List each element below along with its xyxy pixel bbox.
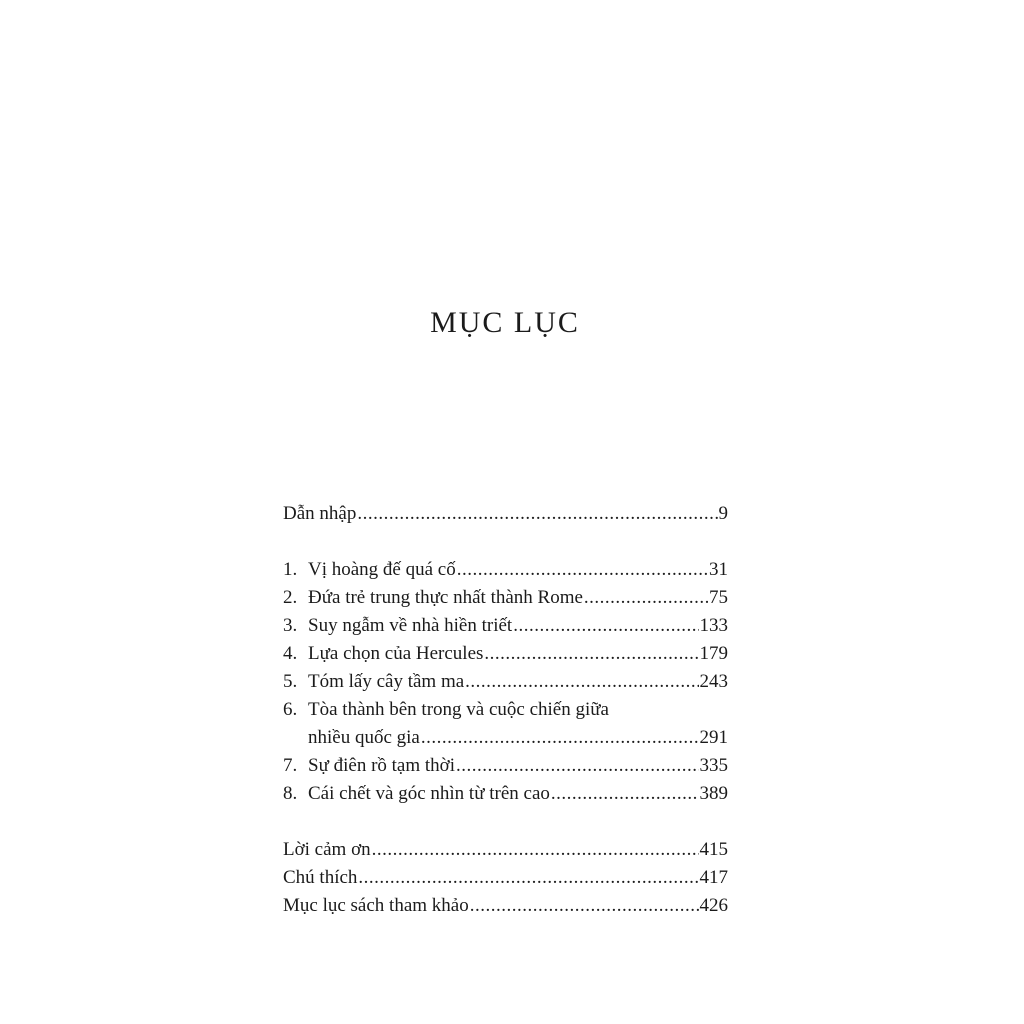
- toc-entry-chapter-3[interactable]: [283, 612, 728, 640]
- toc-entry-chapter-1[interactable]: [283, 556, 728, 584]
- dot-leader: [465, 668, 698, 696]
- toc-entry-page: 243: [699, 671, 728, 692]
- toc-entry-label: Lựa chọn của Hercules: [308, 643, 484, 664]
- dot-leader: [457, 556, 708, 584]
- toc-entry-chapter-7[interactable]: [283, 752, 728, 780]
- toc-entry-chapter-4[interactable]: [283, 640, 728, 668]
- dot-leader: [372, 836, 699, 864]
- dot-leader: [584, 584, 708, 612]
- toc-entry-page: 31: [709, 559, 728, 580]
- toc-entry-label: Suy ngẫm về nhà hiền triết: [308, 615, 513, 636]
- toc-entry-chapter-5[interactable]: [283, 668, 728, 696]
- toc-entry-notes[interactable]: [283, 864, 728, 892]
- toc-entry-intro[interactable]: [283, 500, 728, 528]
- toc-entry-page: 75: [709, 587, 728, 608]
- toc-entry-chapter-8[interactable]: [283, 780, 728, 808]
- chapter-number: 7.: [283, 755, 298, 776]
- toc-entry-acknowledgements[interactable]: [283, 836, 728, 864]
- dot-leader: [484, 640, 698, 668]
- toc-entry-page: 335: [699, 755, 728, 776]
- dot-leader: [470, 892, 699, 920]
- toc-entry-label: Dẫn nhập: [283, 503, 357, 524]
- chapter-number: 3.: [283, 615, 298, 636]
- chapter-number: 1.: [283, 559, 298, 580]
- toc-entry-bibliography[interactable]: [283, 892, 728, 920]
- page-title: MỤC LỤC: [430, 306, 580, 339]
- dot-leader: [456, 752, 699, 780]
- toc-entry-label: Sự điên rồ tạm thời: [308, 755, 455, 776]
- dot-leader: [513, 612, 698, 640]
- table-of-contents: [283, 500, 728, 920]
- toc-entry-page: 417: [699, 867, 728, 888]
- toc-entry-page: 426: [699, 895, 728, 916]
- dot-leader: [421, 724, 699, 752]
- chapter-number: 8.: [283, 783, 298, 804]
- toc-entry-page: 9: [718, 503, 728, 524]
- toc-entry-chapter-6[interactable]: [283, 696, 728, 752]
- toc-entry-label: Tóm lấy cây tầm ma: [308, 671, 465, 692]
- toc-entry-label: Cái chết và góc nhìn từ trên cao: [308, 783, 550, 804]
- toc-entry-page: 415: [699, 839, 728, 860]
- toc-entry-label-line-1: Tòa thành bên trong và cuộc chiến giữa: [308, 699, 609, 720]
- toc-entry-label-line-2: nhiều quốc gia: [308, 727, 420, 748]
- chapter-number: 6.: [283, 699, 298, 720]
- toc-entry-label: Vị hoàng đế quá cố: [308, 559, 456, 580]
- chapter-number: 4.: [283, 643, 298, 664]
- toc-entry-label: Mục lục sách tham khảo: [283, 895, 469, 916]
- toc-entry-page: 179: [699, 643, 728, 664]
- toc-entry-label: Lời cảm ơn: [283, 839, 371, 860]
- section-gap: [283, 808, 728, 836]
- dot-leader: [551, 780, 699, 808]
- dot-leader: [357, 500, 717, 528]
- section-gap: [283, 528, 728, 556]
- toc-entry-chapter-2[interactable]: [283, 584, 728, 612]
- chapter-number: 2.: [283, 587, 298, 608]
- toc-entry-page: 133: [699, 615, 728, 636]
- toc-entry-page: 389: [699, 783, 728, 804]
- dot-leader: [358, 864, 698, 892]
- toc-entry-label: Đứa trẻ trung thực nhất thành Rome: [308, 587, 583, 608]
- chapter-number: 5.: [283, 671, 298, 692]
- toc-entry-page: 291: [699, 727, 728, 748]
- toc-entry-label: Chú thích: [283, 867, 358, 888]
